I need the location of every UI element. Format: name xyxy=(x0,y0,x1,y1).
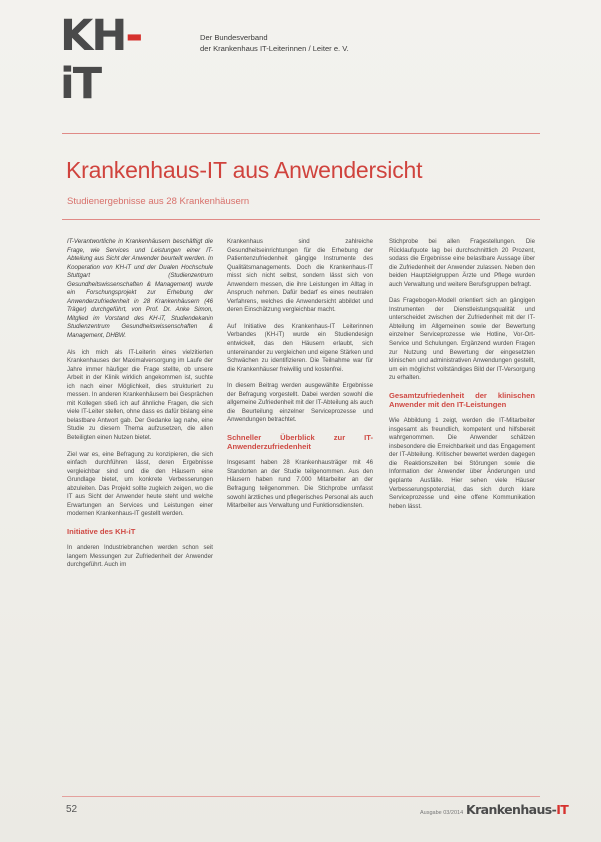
title-divider xyxy=(62,219,540,220)
logo-dash: - xyxy=(125,11,142,61)
col2-heading: Schneller Überblick zur IT-Anwenderzufriedenheit xyxy=(227,432,373,452)
col3-paragraph-2: Das Fragebogen-Modell orientiert sich an gängigen Instrumenten der Dienstleistungsqualität und unterscheidet zwischen der Zufriedenheit mit der IT-Abteilung im Allgemeinen sowie der Bewertung einzelner Serviceprozesse wie Hotline, Vor-Ort-Service und Schulungen. Ergänzend wurden Fragen zur Nutzung und Bewertung der eingesetzten klinischen und administrativen Anwendungen gestellt, um ein möglichst vollständiges Bild der IT-Versorgung zu erhalten. xyxy=(389,297,535,382)
article-title: Krankenhaus-IT aus Anwendersicht xyxy=(66,157,423,183)
col1-paragraph-1: Als ich mich als IT-Leiterin eines vielzitierten Krankenhauses der Maximalversorgung im Laufe der Jahre immer häufiger die Frage stellte, ob unsere Arbeit in der Klinik wirklich angekommen ist, suchte ich nach einer Möglichkeit, dies strukturiert zu messen. In anderen Krankenhäusern bei Gesprächen mit Kollegen stieß ich auf ähnliche Fragen, die sich viele IT-Leiter stellen, ohne dass es dafür bislang eine belastbare Antwort gab. Der Gedanke lag nahe, eine Studie zu diesem Thema aufzusetzen, die allen Beteiligten einen Nutzen bietet. xyxy=(67,348,213,442)
col3-paragraph-3: Wie Abbildung 1 zeigt, werden die IT-Mitarbeiter insgesamt als freundlich, kompetent und hilfsbereit wahrgenommen. Die Anwender schätzen insbesondere die Erreichbarkeit und das Engagement der IT-Abteilung. Kritischer bewertet werden dagegen die Reaktionszeiten bei Störungen sowie die Information der Anwender über Änderungen und geplante Ausfälle. Hier sehen viele Häuser Verbesserungspotenzial, das sich durch klare Serviceprozesse und eine offene Kommunikation heben lässt. xyxy=(389,417,535,510)
col1-paragraph-3: In anderen Industriebranchen werden schon seit langem Messungen zur Zufriedenheit der Anwender durchgeführt. Auch im xyxy=(67,544,213,569)
footer-divider xyxy=(62,796,540,797)
magazine-logo-part2: IT xyxy=(556,802,569,817)
khit-logo xyxy=(58,11,180,109)
top-divider xyxy=(62,133,540,134)
article-intro: IT-Verantwortliche in Krankenhäusern beschäftigt die Frage, wie Services und Leistungen einer IT-Abteilung aus Sicht der Anwender beurteilt werden. In Kooperation von KH-iT und der Dualen Hochschule Stuttgart (Studienzentrum Gesundheitswissenschaften & Management) wurde ein Forschungsprojekt zur Erhebung der Anwenderzufriedenheit in 28 Krankenhäusern (46 Träger) durchgeführt, von Prof. Dr. Anke Simon, Mitglied im Vorstand des KH-iT, Studiendekanin Studienzentrum Gesundheitswissenschaften & Management, DHBW. xyxy=(67,238,213,340)
magazine-logo xyxy=(466,802,568,817)
text-column-3 xyxy=(389,238,535,519)
page-number: 52 xyxy=(66,804,78,815)
text-column-2 xyxy=(227,238,373,519)
col3-paragraph-1: Stichprobe bei allen Fragestellungen. Die Rücklaufquote lag bei durchschnittlich 20 Prozent, sodass die Ergebnisse eine belastbare Aussage über die Zufriedenheit der Anwender zulassen. Neben den beiden Hauptzielgruppen Ärzte und Pflege wurden auch Verwaltung und weitere Berufsgruppen befragt. xyxy=(389,238,535,288)
text-column-1 xyxy=(67,238,213,578)
col1-paragraph-2: Ziel war es, eine Befragung zu konzipieren, die sich einfach durchführen lässt, deren Ergebnisse vergleichbar sind und die den Häusern eine Grundlage bietet, um konkrete Verbesserungen abzuleiten. Das Projekt sollte zugleich zeigen, wo die IT aus Sicht der Anwender heute steht und welche Erwartungen an Services und Leistungen einer modernen Krankenhaus-IT gestellt werden. xyxy=(67,450,213,518)
logo-it: iT xyxy=(60,59,101,109)
magazine-logo-part1: Krankenhaus- xyxy=(466,802,557,817)
article-subtitle: Studienergebnisse aus 28 Krankenhäusern xyxy=(67,196,250,207)
col2-paragraph-4: Insgesamt haben 28 Krankenhausträger mit 46 Standorten an der Studie teilgenommen. Aus den Häusern haben rund 7.000 Mitarbeiter an der Befragung teilgenommen. Die Stichprobe umfasst sowohl ärztliches und pflegerisches Personal als auch Mitarbeiter aus Verwaltung und Funktionsdiensten. xyxy=(227,459,373,510)
org-line-1: Der Bundesverband xyxy=(200,33,268,42)
col2-paragraph-2: Auf Initiative des Krankenhaus-IT Leiterinnen Verbandes (KH-iT) wurde ein Studiendesign entwickelt, das den Häusern erlaubt, sich untereinander zu vergleichen und eigene Stärken und Schwächen zu identifizieren. Die Teilnahme war für die Krankenhäuser freiwillig und kostenfrei. xyxy=(227,322,373,373)
logo-kh: KH xyxy=(60,11,126,61)
issue-info: Ausgabe 03/2014 xyxy=(420,810,464,816)
col2-paragraph-1: Krankenhaus sind zahlreiche Gesundheitseinrichtungen für die Erhebung der Patientenzufriedenheit gängige Instrumente des Qualitätsmanagements. Doch die Krankenhaus-IT misst sich nicht selbst, sondern lässt sich von Anwendern messen, die ihre Leistungen im Alltag in Anspruch nehmen. Dafür bedarf es eines neutralen Verfahrens, welches die Anwendersicht abbildet und deren Einschätzung vergleichbar macht. xyxy=(227,238,373,314)
org-line-2: der Krankenhaus IT-Leiterinnen / Leiter e. V. xyxy=(200,44,349,53)
col2-paragraph-3: In diesem Beitrag werden ausgewählte Ergebnisse der Befragung vorgestellt. Dabei werden sowohl die allgemeine Zufriedenheit mit der IT-Abteilung als auch die Beurteilung einzelner Serviceprozesse und Anwendungen betrachtet. xyxy=(227,382,373,424)
col3-heading: Gesamtzufriedenheit der klinischen Anwender mit den IT-Leistungen xyxy=(389,390,535,409)
col1-heading: Initiative des KH-iT xyxy=(67,526,136,536)
